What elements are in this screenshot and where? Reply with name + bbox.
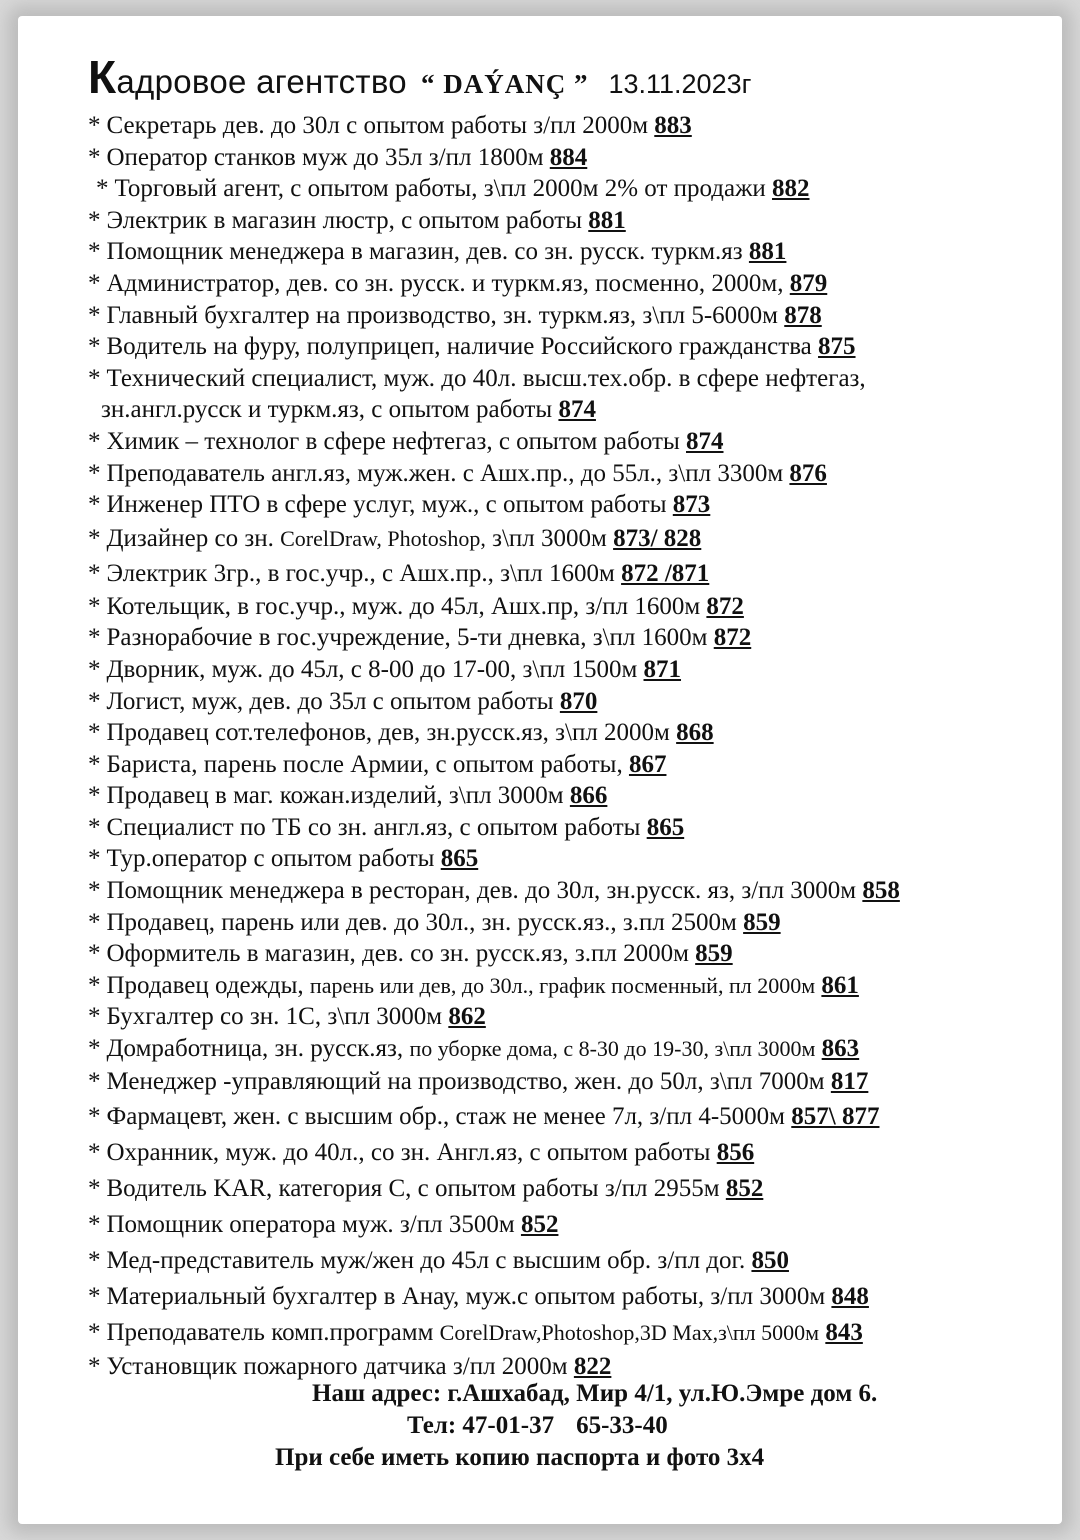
vacancy-code: 861 [821, 971, 859, 999]
vacancy-text: Помощник менеджера в магазин, дев. со зн. русск. туркм.яз [106, 238, 743, 266]
vacancy-item [88, 1033, 1048, 1065]
vacancy-code: 881 [588, 206, 626, 234]
vacancy-text: Бариста, парень после Армии, с опытом работы, [106, 750, 623, 778]
vacancy-item [88, 110, 1048, 142]
vacancy-item [88, 1243, 1048, 1279]
vacancy-code: 872 [706, 592, 744, 620]
bullet-marker: * [88, 719, 101, 747]
vacancy-item [88, 1207, 1048, 1243]
vacancy-item [88, 173, 1048, 205]
document-date: 13.11.2023г [608, 69, 752, 99]
vacancy-text-small: по уборке дома, с 8-30 до 19-30, з\пл 3000м [409, 1036, 816, 1062]
vacancy-text: Специалист по ТБ со зн. англ.яз, с опытом работы [106, 813, 641, 841]
bullet-marker: * [88, 269, 101, 297]
vacancy-item [88, 622, 1048, 654]
bullet-marker: * [88, 782, 101, 810]
vacancy-text: Продавец одежды, [106, 971, 304, 999]
vacancy-code: 850 [751, 1246, 789, 1274]
vacancy-item [88, 268, 1048, 300]
vacancy-item [88, 557, 1048, 591]
phone-primary: Тел: 47-01-37 [407, 1412, 555, 1439]
vacancy-item [88, 363, 1048, 426]
bullet-marker: * [88, 524, 101, 552]
vacancy-text: Технический специалист, муж. до 40л. высш.тех.обр. в сфере нефтегаз, [106, 364, 866, 392]
bullet-marker: * [88, 750, 101, 778]
bullet-marker: * [88, 687, 101, 715]
vacancy-text: Секретарь дев. до 30л с опытом работы з/пл 2000м [106, 112, 649, 139]
vacancy-item [88, 1065, 1048, 1099]
vacancy-text: Продавец, парень или дев. до 30л., зн. русск.яз., з.пл 2500м [106, 908, 737, 936]
vacancy-code: 848 [831, 1282, 869, 1310]
vacancy-text: Продавец сот.телефонов, дев, зн.русск.яз, з\пл 2000м [106, 719, 670, 747]
vacancy-item [88, 1001, 1048, 1033]
vacancy-item [88, 749, 1048, 781]
vacancy-item [88, 236, 1048, 268]
vacancy-item [88, 1315, 1048, 1351]
vacancy-item [88, 812, 1048, 844]
vacancy-item [88, 331, 1048, 363]
vacancy-code: 874 [686, 427, 724, 455]
vacancy-code: 873/ 828 [613, 524, 702, 552]
vacancy-text: Котельщик, в гос.учр., муж. до 45л, Ашх.пр, з/пл 1600м [106, 592, 701, 620]
vacancy-code: 863 [821, 1035, 860, 1063]
vacancy-text: Бухгалтер со зн. 1С, з\пл 3000м [106, 1003, 443, 1031]
vacancy-text: Администратор, дев. со зн. русск. и туркм.яз, посменно, 2000м, [106, 269, 784, 297]
vacancy-text: Тур.оператор с опытом работы [106, 845, 435, 873]
vacancy-item [88, 1099, 1048, 1135]
bullet-marker: * [88, 908, 101, 936]
vacancy-item [88, 843, 1048, 875]
vacancy-item [88, 458, 1048, 490]
vacancy-text: Химик – технолог в сфере нефтегаз, с опытом работы [106, 427, 680, 455]
vacancy-item [88, 300, 1048, 332]
bullet-marker: * [88, 559, 101, 587]
vacancy-text: Разнорабочие в гос.учреждение, 5-ти дневка, з\пл 1600м [106, 624, 708, 652]
vacancy-item [88, 970, 1048, 1002]
bullet-marker: * [88, 1210, 101, 1238]
vacancy-item [88, 1135, 1048, 1171]
vacancy-item [88, 717, 1048, 749]
vacancy-code: 822 [573, 1352, 612, 1380]
vacancy-code: 881 [748, 238, 787, 266]
bullet-marker: * [88, 877, 101, 905]
vacancy-text: Дворник, муж. до 45л, с 8-00 до 17-00, з\пл 1500м [106, 655, 638, 683]
vacancy-item [88, 938, 1048, 970]
vacancy-code: 858 [862, 877, 900, 905]
vacancy-list [88, 110, 1048, 1382]
bullet-marker: * [88, 1318, 101, 1346]
bullet-marker: * [88, 143, 101, 171]
phone-secondary: 65-33-40 [576, 1412, 668, 1439]
vacancy-code: 859 [743, 908, 781, 936]
vacancy-item [88, 686, 1048, 718]
footer-note: При себе иметь копию паспорта и фото 3х4 [275, 1444, 765, 1471]
vacancy-text-small: CorelDraw,Photoshop,3D Max,з\пл 5000м [439, 1319, 820, 1345]
vacancy-text: Помощник оператора муж. з/пл 3500м [106, 1210, 515, 1238]
vacancy-text: Фармацевт, жен. с высшим обр., стаж не менее 7л, з/пл 4-5000м [106, 1102, 786, 1130]
vacancy-code: 871 [643, 655, 682, 683]
vacancy-item [88, 521, 1048, 557]
vacancy-code: 865 [440, 845, 479, 873]
vacancy-text: Водитель на фуру, полуприцеп, наличие Российского гражданства [106, 333, 812, 361]
bullet-marker: * [88, 427, 101, 455]
vacancy-code: 879 [789, 269, 828, 297]
bullet-marker: * [88, 1174, 101, 1202]
vacancy-text-small: парень или дев, до 30л., график посменный, пл 2000м [309, 972, 816, 998]
bullet-marker: * [88, 1067, 101, 1095]
bullet-marker: * [88, 940, 101, 968]
vacancy-text: Помощник менеджера в ресторан, дев. до 30л, зн.русск. яз, з/пл 3000м [106, 877, 857, 905]
vacancy-item [88, 1279, 1048, 1315]
page-header [88, 50, 751, 104]
vacancy-code: 878 [784, 301, 822, 329]
agency-name: “ DAÝANÇ ” [420, 69, 589, 99]
footer-phones [407, 1412, 1080, 1440]
vacancy-code: 872 [713, 624, 752, 652]
bullet-marker: * [88, 1282, 101, 1310]
bullet-marker: * [88, 655, 101, 683]
vacancy-code: 865 [646, 813, 685, 841]
vacancy-text: Логист, муж, дев. до 35л с опытом работы [106, 687, 554, 715]
vacancy-code: 876 [789, 459, 827, 487]
bullet-marker: * [88, 971, 101, 999]
vacancy-item [88, 426, 1048, 458]
vacancy-code: 883 [654, 112, 692, 139]
vacancy-text: Преподаватель комп.программ [106, 1318, 434, 1346]
bullet-marker: * [88, 491, 101, 519]
vacancy-text: Торговый агент, с опытом работы, з\пл 2000м 2% от продажи [114, 175, 766, 203]
vacancy-text: Дизайнер со зн. [106, 524, 274, 552]
vacancy-text: Материальный бухгалтер в Анау, муж.с опытом работы, з/пл 3000м [106, 1282, 826, 1310]
agency-title-initial: К [88, 51, 117, 103]
bullet-marker: * [88, 238, 101, 266]
vacancy-text-small: CorelDraw, Photoshop, [280, 525, 486, 551]
vacancy-code: 870 [559, 687, 598, 715]
bullet-marker: * [88, 301, 101, 329]
vacancy-text: Продавец в маг. кожан.изделий, з\пл 3000м [106, 782, 564, 810]
agency-title-rest: адровое агентство [116, 63, 407, 100]
vacancy-text: Оператор станков муж до 35л з/пл 1800м [106, 143, 544, 171]
vacancy-code: 856 [716, 1138, 755, 1166]
agency-title [88, 51, 407, 103]
vacancy-text-continued-label: зн.англ.русск и туркм.яз, с опытом работы [101, 396, 553, 424]
bullet-marker: * [88, 206, 101, 234]
bullet-marker: * [88, 1035, 101, 1063]
vacancy-text: Водитель KAR, категория С, с опытом работы з/пл 2955м [106, 1174, 720, 1202]
bullet-marker: * [88, 1246, 101, 1274]
vacancy-text: Установщик пожарного датчика з/пл 2000м [106, 1352, 568, 1380]
vacancy-text: Оформитель в магазин, дев. со зн. русск.яз, з.пл 2000м [106, 940, 689, 968]
vacancy-item [88, 1171, 1048, 1207]
bullet-marker: * [88, 1138, 101, 1166]
vacancy-code: 859 [695, 940, 733, 968]
vacancy-item [88, 205, 1048, 237]
vacancy-text: Электрик в магазин люстр, с опытом работы [106, 206, 583, 234]
bullet-marker: * [88, 624, 101, 652]
vacancy-text-after: з\пл 3000м [492, 524, 607, 552]
vacancy-item [88, 591, 1048, 623]
vacancy-code: 817 [830, 1067, 869, 1095]
vacancy-text: Электрик 3гр., в гос.учр., с Ашх.пр., з\пл 1600м [106, 559, 615, 587]
footer-address: Наш адрес: г.Ашхабад, Мир 4/1, ул.Ю.Эмре дом 6. [312, 1380, 878, 1407]
vacancy-text: Менеджер -управляющий на производство, жен. до 50л, з\пл 7000м [106, 1067, 825, 1095]
vacancy-code: 868 [676, 719, 714, 747]
vacancy-code: 843 [825, 1318, 863, 1346]
vacancy-item [88, 780, 1048, 812]
vacancy-code: 873 [672, 491, 711, 519]
vacancy-item [88, 654, 1048, 686]
bullet-marker: * [88, 1102, 101, 1130]
vacancy-text: Инженер ПТО в сфере услуг, муж., с опытом работы [106, 491, 667, 519]
vacancy-item [88, 907, 1048, 939]
vacancy-code: 872 /871 [621, 559, 710, 587]
bullet-marker: * [88, 592, 101, 620]
vacancy-text: Домработница, зн. русск.яз, [106, 1035, 404, 1063]
bullet-marker: * [88, 459, 101, 487]
vacancy-code: 874 [558, 396, 596, 424]
vacancy-code: 882 [772, 175, 810, 203]
bullet-marker: * [88, 364, 101, 392]
vacancy-item [88, 142, 1048, 174]
vacancy-code: 866 [569, 782, 608, 810]
vacancy-text: Мед-представитель муж/жен до 45л с высшим обр. з/пл дог. [106, 1246, 746, 1274]
vacancy-text: Главный бухгалтер на производство, зн. туркм.яз, з\пл 5-6000м [106, 301, 778, 329]
vacancy-code: 852 [520, 1210, 559, 1238]
vacancy-code: 857\ 877 [791, 1102, 880, 1130]
vacancy-code: 875 [818, 333, 856, 361]
vacancy-item [88, 875, 1048, 907]
vacancy-code: 862 [448, 1003, 486, 1031]
vacancy-item [88, 489, 1048, 521]
bullet-marker: * [88, 813, 101, 841]
vacancy-text: Охранник, муж. до 40л., со зн. Англ.яз, с опытом работы [106, 1138, 711, 1166]
bullet-marker: * [88, 1003, 101, 1031]
bullet-marker: * [96, 175, 109, 203]
vacancy-code: 884 [549, 143, 588, 171]
bullet-marker: * [88, 333, 101, 361]
vacancy-text-continued [88, 394, 1048, 426]
bullet-marker: * [88, 845, 101, 873]
vacancy-code: 852 [725, 1174, 764, 1202]
vacancy-text: Преподаватель англ.яз, муж.жен. с Ашх.пр., до 55л., з\пл 3300м [106, 459, 784, 487]
vacancy-code: 867 [628, 750, 667, 778]
bullet-marker: * [88, 1352, 101, 1380]
bullet-marker: * [88, 112, 101, 139]
vacancy-item [88, 1351, 1048, 1383]
